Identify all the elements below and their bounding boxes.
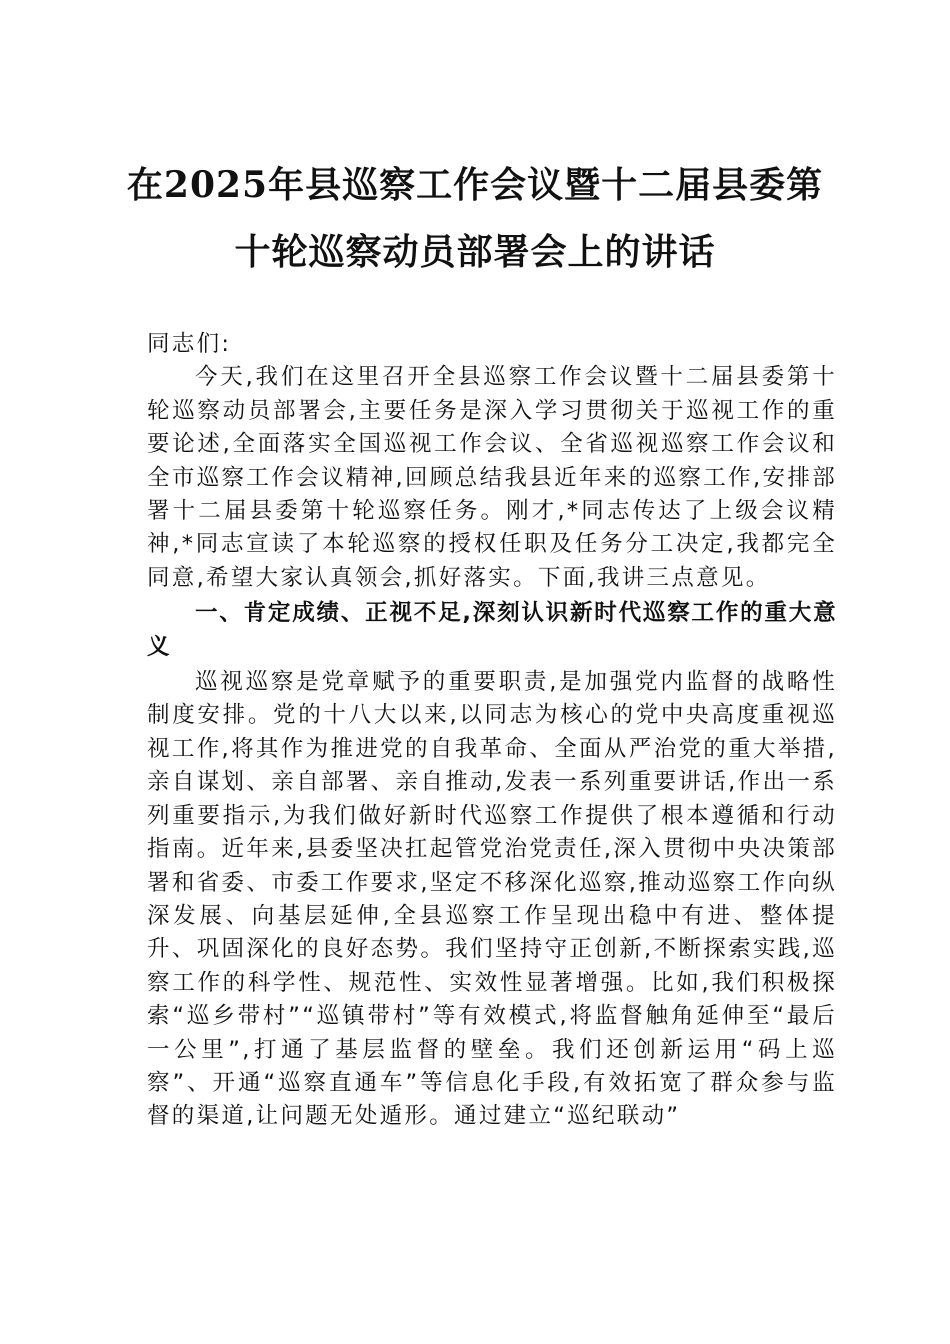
section-1-paragraph: 巡视巡察是党章赋予的重要职责,是加强党内监督的战略性制度安排。党的十八大以来,以同志为核心的党中央高度重视巡视工作,将其作为推进党的自我革命、全面从严治党的重大举措,亲自谋划、亲自部署、亲自推动,发表一系列重要讲话,作出一系列重要指示,为我们做好新时代巡察工作提供了根本遵循和行动指南。近年来,县委坚决扛起管党治党责任,深入贯彻中央决策部署和省委、市委工作要求,坚定不移深化巡察,推动巡察工作向纵深发展、向基层延伸,全县巡察工作呈现出稳中有进、整体提升、巩固深化的良好态势。我们坚持守正创新,不断探索实践,巡察工作的科学性、规范性、实效性显著增强。比如,我们积极探索“巡乡带村”“巡镇带村”等有效模式,将监督触角延伸至“最后一公里”,打通了基层监督的壁垒。我们还创新运用“码上巡察”、开通“巡察直通车”等信息化手段,有效拓宽了群众参与监督的渠道,让问题无处遁形。通过建立“巡纪联动”	[147, 669, 837, 1130]
salutation: 同志们:	[147, 331, 232, 357]
intro-paragraph: 今天,我们在这里召开全县巡察工作会议暨十二届县委第十轮巡察动员部署会,主要任务是深入学习贯彻关于巡视工作的重要论述,全面落实全国巡视工作会议、全省巡视巡察工作会议和全市巡察工作会议精神,回顾总结我县近年来的巡察工作,安排部署十二届县委第十轮巡察任务。刚才,*同志传达了上级会议精神,*同志宣读了本轮巡察的授权任职及任务分工决定,我都完全同意,希望大家认真领会,抓好落实。下面,我讲三点意见。	[147, 364, 837, 591]
document-body	[147, 328, 837, 1134]
document-title-line-2: 十轮巡察动员部署会上的讲话	[234, 231, 716, 273]
section-heading-1: 一、肯定成绩、正视不足,深刻认识新时代巡察工作的重大意义	[147, 600, 837, 660]
document-title-line-1: 在2025年县巡察工作会议暨十二届县委第	[126, 164, 824, 206]
